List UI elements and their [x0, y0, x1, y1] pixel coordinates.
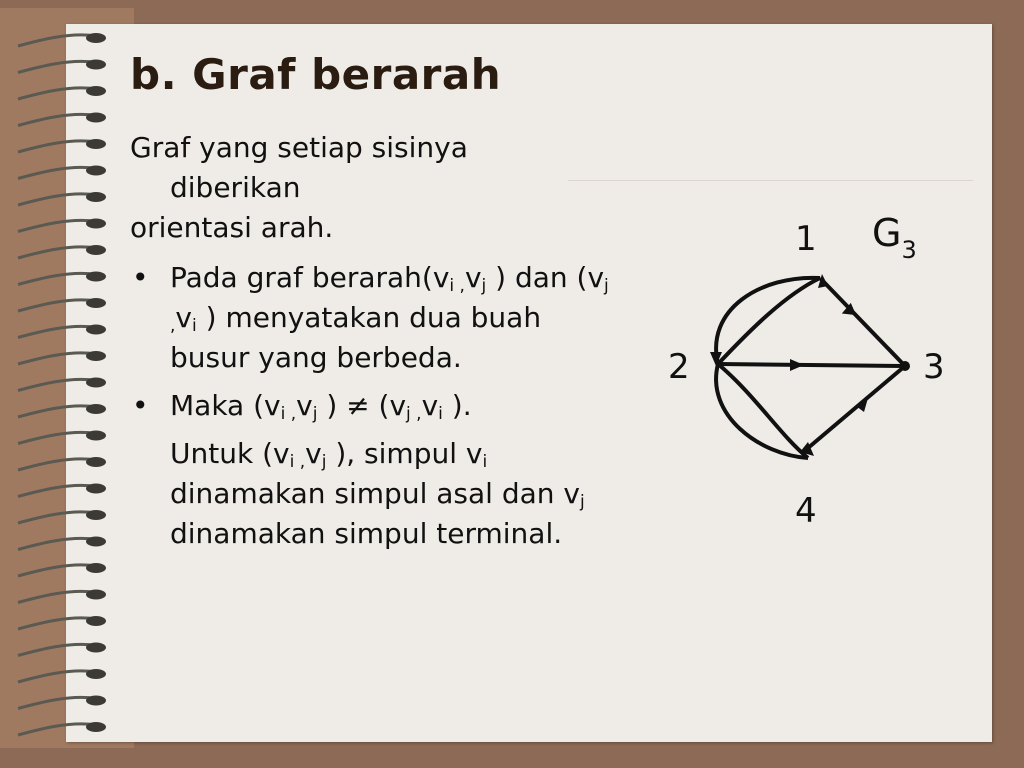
node-label-3: 3: [923, 347, 945, 387]
binding-ring: [18, 273, 96, 284]
binding-hole: [86, 351, 106, 361]
subscript: j: [481, 276, 487, 296]
node-3-dot: [900, 361, 910, 371]
binding-ring: [18, 247, 96, 258]
bullet-dot: •: [132, 389, 149, 422]
note-text-part: ), simpul v: [326, 437, 483, 470]
binding-ring: [18, 671, 96, 682]
bullet-text: Pada graf berarah(v: [170, 261, 450, 294]
binding-ring: [18, 432, 96, 443]
binding-hole: [86, 33, 106, 43]
binding-hole: [86, 616, 106, 626]
binding-ring: [18, 141, 96, 152]
binding-ring: [18, 406, 96, 417]
intro-line-1: Graf yang setiap sisinya: [130, 131, 468, 164]
binding-ring: [18, 379, 96, 390]
binding-hole: [86, 722, 106, 732]
subscript: j: [580, 492, 585, 512]
binding-ring: [18, 88, 96, 99]
note-text-part: dinamakan simpul terminal.: [170, 517, 563, 550]
slide-body: [130, 128, 610, 554]
binding-ring: [18, 459, 96, 470]
arrowhead: [790, 359, 804, 371]
binding-ring: [18, 35, 96, 46]
binding-hole: [86, 696, 106, 706]
binding-hole: [86, 298, 106, 308]
bullet-text: ).: [442, 389, 472, 422]
binding-hole: [86, 219, 106, 229]
bullet-text: ) ≠ (v: [317, 389, 407, 422]
binding-hole: [86, 60, 106, 70]
note-text-part: Untuk (v: [170, 437, 290, 470]
note-text-part: v: [305, 437, 322, 470]
binding-hole: [86, 404, 106, 414]
subscript: j: [312, 404, 318, 424]
node-label-4: 4: [795, 491, 817, 531]
binding-hole: [86, 113, 106, 123]
intro-text: [130, 128, 610, 208]
spiral-binding: [0, 0, 130, 768]
binding-hole: [86, 484, 106, 494]
binding-hole: [86, 86, 106, 96]
binding-ring: [18, 697, 96, 708]
binding-hole: [86, 669, 106, 679]
note-text: [130, 434, 610, 554]
binding-hole: [86, 563, 106, 573]
bullet-text: v: [175, 301, 192, 334]
graph-name-subscript: 3: [901, 236, 917, 264]
binding-ring: [18, 220, 96, 231]
note-text-part: dinamakan simpul asal dan v: [170, 477, 580, 510]
graph-name: [872, 211, 917, 264]
edge-3-1: [820, 278, 905, 366]
subscript: j ,: [170, 276, 609, 336]
node-label-2: 2: [668, 347, 690, 387]
binding-hole: [86, 139, 106, 149]
bullet-text: Maka (v: [170, 389, 281, 422]
bullet-text: v: [421, 389, 439, 422]
binding-ring: [18, 353, 96, 364]
binding-hole: [86, 192, 106, 202]
binding-hole: [86, 325, 106, 335]
directed-graph-diagram: [650, 200, 980, 540]
node-label-1: 1: [795, 219, 817, 259]
subscript: i: [191, 316, 197, 336]
binding-hole: [86, 457, 106, 467]
subscript: j ,: [406, 404, 422, 424]
divider-line: [568, 180, 973, 181]
binding-ring: [18, 724, 96, 735]
bullet-item: [130, 386, 610, 426]
intro-line-1-cont: diberikan: [170, 171, 301, 204]
subscript: i: [482, 452, 488, 472]
edge-2-3: [718, 364, 905, 366]
binding-hole: [86, 431, 106, 441]
binding-ring: [18, 538, 96, 549]
binding-ring: [18, 565, 96, 576]
binding-ring: [18, 591, 96, 602]
edge-4-3: [808, 366, 905, 448]
binding-ring: [18, 512, 96, 523]
binding-ring: [18, 618, 96, 629]
binding-hole: [86, 643, 106, 653]
graph-name-letter: G: [872, 211, 902, 255]
bullet-text: ) menyatakan dua buah busur yang berbeda.: [170, 301, 542, 374]
binding-hole: [86, 378, 106, 388]
binding-hole: [86, 537, 106, 547]
bullet-text: v: [296, 389, 313, 422]
binding-ring: [18, 300, 96, 311]
subscript: i: [438, 404, 443, 424]
subscript: i ,: [449, 276, 465, 296]
slide-title: b. Graf berarah: [130, 50, 502, 99]
binding-ring: [18, 485, 96, 496]
bullet-text: v: [464, 261, 482, 294]
binding-ring: [18, 326, 96, 337]
bullet-dot: •: [132, 261, 149, 294]
subscript: i ,: [289, 452, 306, 472]
binding-hole: [86, 272, 106, 282]
binding-ring: [18, 61, 96, 72]
bullet-text: ) dan (v: [486, 261, 605, 294]
subscript: j: [321, 452, 327, 472]
bullet-item: [130, 258, 610, 378]
subscript: i ,: [280, 404, 297, 424]
binding-ring: [18, 194, 96, 205]
binding-hole: [86, 245, 106, 255]
binding-hole: [86, 590, 106, 600]
edge-1-2: [718, 278, 820, 364]
intro-line-2: orientasi arah.: [130, 211, 334, 244]
binding-ring: [18, 167, 96, 178]
binding-ring: [18, 114, 96, 125]
binding-hole: [86, 510, 106, 520]
binding-hole: [86, 166, 106, 176]
binding-ring: [18, 644, 96, 655]
